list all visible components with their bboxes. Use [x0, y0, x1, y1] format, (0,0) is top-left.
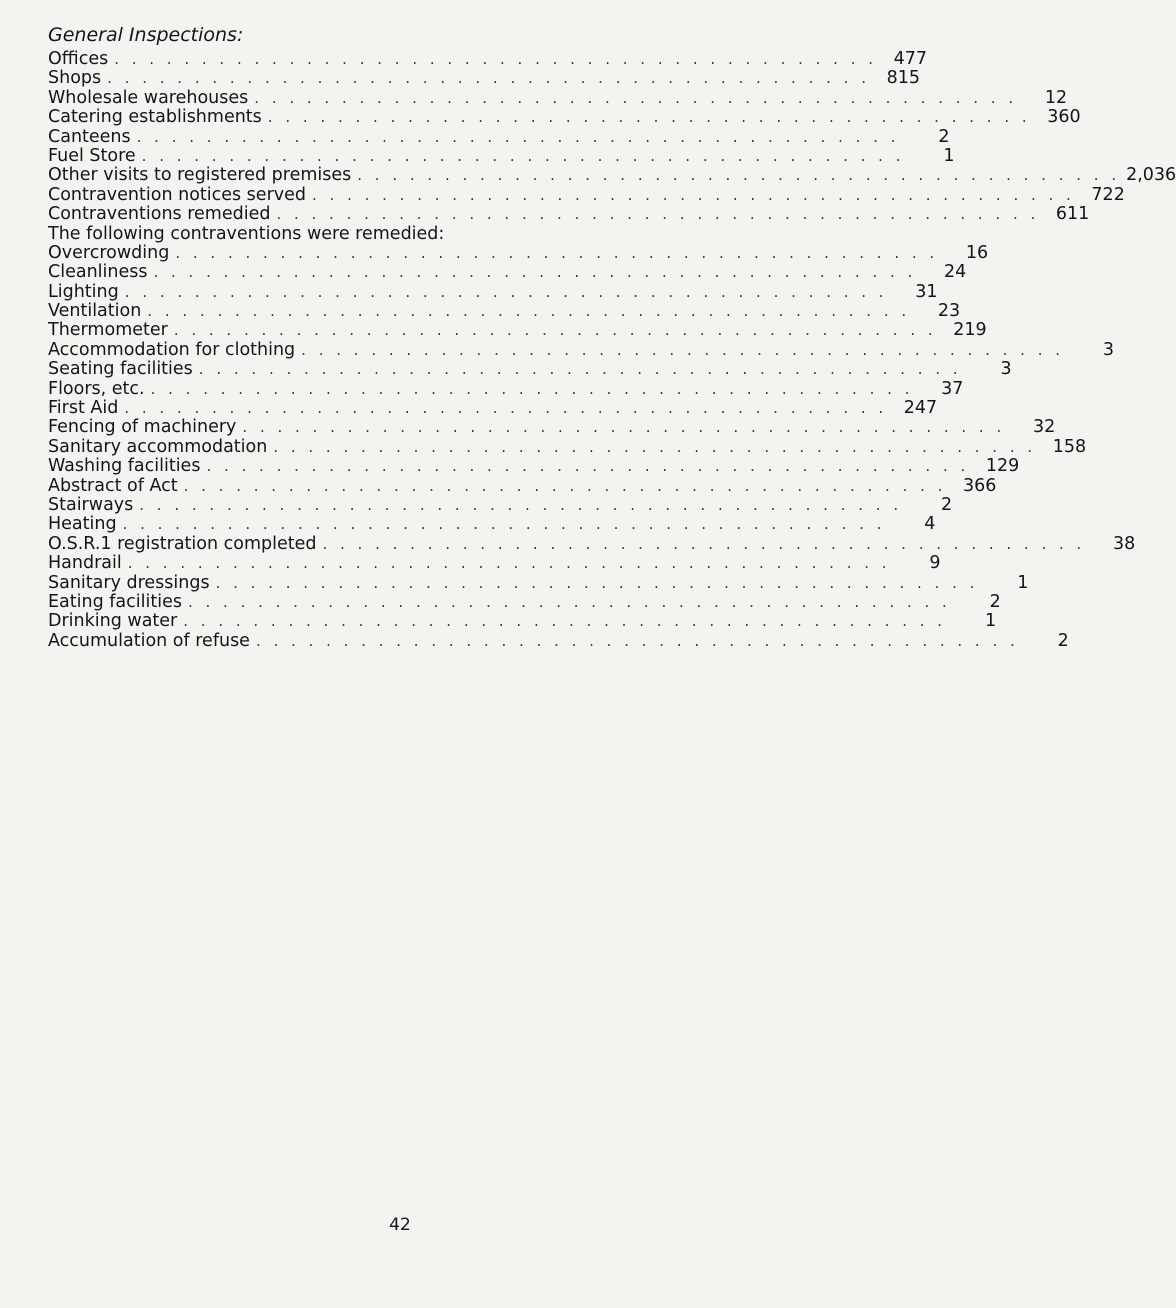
dot-leader: . . . . . . . . . . . . . . . . . . . . . . . . . . . . . . . . . . . . . . . . . . . .	[273, 437, 1037, 456]
list-item	[48, 339, 1114, 360]
item-label: Abstract of Act	[48, 475, 178, 496]
item-label: O.S.R.1 registration completed	[48, 533, 317, 554]
list-item	[48, 494, 953, 515]
item-value: 24	[944, 262, 967, 283]
item-value: 2	[940, 494, 953, 515]
list-item	[48, 611, 997, 632]
dot-leader: . . . . . . . . . . . . . . . . . . . . . . . . . . . . . . . . . . . . . . . . . . . .	[357, 166, 1121, 185]
dot-leader: . . . . . . . . . . . . . . . . . . . . . . . . . . . . . . . . . . . . . . . . . . . .	[276, 205, 1040, 224]
dot-leader: . . . . . . . . . . . . . . . . . . . . . . . . . . . . . . . . . . . . . . . . . . . .	[124, 282, 888, 301]
list-item	[48, 68, 920, 89]
item-value: 12	[1044, 87, 1068, 108]
list-item	[48, 572, 1029, 593]
subheading-row	[48, 225, 753, 244]
item-value: 611	[1055, 204, 1090, 225]
dot-leader: . . . . . . . . . . . . . . . . . . . . . . . . . . . . . . . . . . . . . . . . . . . .	[141, 146, 905, 165]
item-label: Lighting	[48, 281, 119, 302]
list-item	[48, 184, 1125, 205]
item-value: 1	[984, 611, 997, 632]
item-value: 9	[929, 553, 941, 574]
item-value: 247	[903, 398, 938, 419]
item-value: 3	[1102, 339, 1114, 360]
dot-leader: . . . . . . . . . . . . . . . . . . . . . . . . . . . . . . . . . . . . . . . . . . . .	[215, 573, 979, 592]
item-label: Contravention notices served	[48, 184, 306, 205]
item-value: 1	[943, 145, 955, 166]
list-item	[48, 87, 1068, 108]
item-label: Cleanliness	[48, 262, 148, 283]
item-label: Overcrowding	[48, 242, 170, 263]
dot-leader: . . . . . . . . . . . . . . . . . . . . . . . . . . . . . . . . . . . . . . . . . . . .	[198, 360, 962, 379]
item-value: 129	[985, 456, 1020, 477]
item-value: 2	[1057, 630, 1069, 651]
item-value: 3	[1000, 359, 1012, 380]
list-item	[48, 533, 1136, 554]
dot-leader: . . . . . . . . . . . . . . . . . . . . . . . . . . . . . . . . . . . . . . . . . . . .	[183, 612, 947, 631]
dot-leader: . . . . . . . . . . . . . . . . . . . . . . . . . . . . . . . . . . . . . . . . . . . .	[242, 418, 1006, 437]
item-value: 23	[937, 301, 961, 322]
item-label: Catering establishments	[48, 107, 262, 128]
dot-leader: . . . . . . . . . . . . . . . . . . . . . . . . . . . . . . . . . . . . . . . . . . . .	[150, 379, 914, 398]
item-label: Shops	[48, 68, 102, 89]
item-label: Canteens	[48, 126, 131, 147]
item-value: 815	[886, 68, 920, 89]
dot-leader: . . . . . . . . . . . . . . . . . . . . . . . . . . . . . . . . . . . . . . . . . . . .	[267, 108, 1031, 127]
list-item	[48, 456, 1020, 477]
dot-leader: . . . . . . . . . . . . . . . . . . . . . . . . . . . . . . . . . . . . . . . . . . . .	[255, 631, 1019, 650]
item-value: 31	[915, 281, 938, 302]
dot-leader: . . . . . . . . . . . . . . . . . . . . . . . . . . . . . . . . . . . . . . . . . . . .	[301, 340, 1064, 359]
list-item	[48, 281, 938, 302]
list-item	[48, 417, 1056, 438]
item-label: Fencing of machinery	[48, 417, 237, 438]
item-label: Sanitary accommodation	[48, 436, 268, 457]
list-item	[48, 475, 997, 496]
item-value: 219	[953, 320, 987, 341]
dot-leader: . . . . . . . . . . . . . . . . . . . . . . . . . . . . . . . . . . . . . . . . . . . .	[124, 399, 888, 418]
list-item	[48, 301, 961, 322]
item-value: 37	[941, 378, 964, 399]
item-value: 722	[1091, 184, 1125, 205]
item-label: Eating facilities	[48, 591, 182, 612]
item-label: Contraventions remedied	[48, 204, 271, 225]
list-item	[48, 630, 1069, 651]
item-label: Other visits to registered premises	[48, 165, 352, 186]
list-item	[48, 320, 987, 341]
dot-leader: . . . . . . . . . . . . . . . . . . . . . . . . . . . . . . . . . . . . . . . . . . . .	[206, 457, 970, 476]
item-label: Ventilation	[48, 301, 142, 322]
item-label: Heating	[48, 514, 117, 535]
list-item	[48, 591, 1001, 612]
list-item	[48, 553, 941, 574]
inspection-list	[48, 49, 1176, 651]
item-label: Handrail	[48, 553, 122, 574]
dot-leader: . . . . . . . . . . . . . . . . . . . . . . . . . . . . . . . . . . . . . . . . . . . .	[322, 534, 1086, 553]
dot-leader: . . . . . . . . . . . . . . . . . . . . . . . . . . . . . . . . . . . . . . . . . . . .	[139, 495, 903, 514]
dot-leader: . . . . . . . . . . . . . . . . . . . . . . . . . . . . . . . . . . . . . . . . . . . .	[147, 302, 911, 321]
item-value: 16	[965, 242, 989, 263]
subheading: The following contraventions were remedied:	[48, 223, 445, 244]
list-item	[48, 126, 950, 147]
item-label: Offices	[48, 49, 109, 69]
dot-leader: . . . . . . . . . . . . . . . . . . . . . . . . . . . . . . . . . . . . . . . . . . . .	[254, 88, 1018, 107]
dot-leader: . . . . . . . . . . . . . . . . . . . . . . . . . . . . . . . . . . . . . . . . . . . .	[187, 592, 951, 611]
item-label: Seating facilities	[48, 359, 193, 380]
dot-leader: . . . . . . . . . . . . . . . . . . . . . . . . . . . . . . . . . . . . . . . . . . . .	[107, 69, 870, 88]
item-label: Fuel Store	[48, 145, 136, 166]
item-label: Accumulation of refuse	[48, 630, 250, 651]
list-item	[48, 436, 1087, 457]
page-number: 42	[389, 1215, 411, 1235]
list-item	[48, 242, 989, 263]
item-label: Sanitary dressings	[48, 572, 210, 593]
item-label: Floors, etc.	[48, 378, 145, 399]
item-label: Thermometer	[48, 320, 168, 341]
item-label: First Aid	[48, 398, 119, 419]
item-value: 4	[924, 514, 936, 535]
list-item	[48, 49, 928, 69]
dot-leader: . . . . . . . . . . . . . . . . . . . . . . . . . . . . . . . . . . . . . . . . . . . .	[122, 515, 886, 534]
list-item	[48, 359, 1012, 380]
dot-leader: . . . . . . . . . . . . . . . . . . . . . . . . . . . . . . . . . . . . . . . . . . . .	[312, 185, 1075, 204]
section-heading: General Inspections:	[48, 24, 244, 46]
dot-leader: . . . . . . . . . . . . . . . . . . . . . . . . . . . . . . . . . . . . . . . . . . . .	[173, 321, 937, 340]
dot-leader: . . . . . . . . . . . . . . . . . . . . . . . . . . . . . . . . . . . . . . . . . . . .	[183, 476, 947, 495]
item-label: Drinking water	[48, 611, 178, 632]
item-value: 2	[938, 126, 950, 147]
list-item	[48, 514, 936, 535]
list-item	[48, 378, 964, 399]
dot-leader: . . . . . . . . . . . . . . . . . . . . . . . . . . . . . . . . . . . . . . . . . . . .	[114, 50, 878, 68]
list-item	[48, 204, 1090, 225]
item-value: 366	[963, 475, 997, 496]
list-item	[48, 398, 938, 419]
dot-leader: . . . . . . . . . . . . . . . . . . . . . . . . . . . . . . . . . . . . . . . . . . . .	[136, 127, 900, 146]
item-value: 38	[1113, 533, 1136, 554]
dot-leader: . . . . . . . . . . . . . . . . . . . . . . . . . . . . . . . . . . . . . . . . . . . .	[175, 243, 939, 262]
item-label: Wholesale warehouses	[48, 87, 249, 108]
item-label: Washing facilities	[48, 456, 201, 477]
item-value: 32	[1032, 417, 1056, 438]
list-item	[48, 145, 955, 166]
dot-leader: . . . . . . . . . . . . . . . . . . . . . . . . . . . . . . . . . . . . . . . . . . . .	[127, 554, 891, 573]
dot-leader: . . . . . . . . . . . . . . . . . . . . . . . . . . . . . . . . . . . . . . . . . . . .	[153, 263, 917, 282]
item-label: Accommodation for clothing	[48, 339, 296, 360]
item-value: 158	[1052, 436, 1087, 457]
list-item	[48, 262, 967, 283]
item-value: 2,036	[1126, 165, 1176, 186]
item-value: 360	[1047, 107, 1081, 128]
item-value: 477	[893, 49, 928, 69]
item-value: 1	[1017, 572, 1029, 593]
list-item	[48, 165, 1176, 186]
list-item	[48, 107, 1081, 128]
item-value: 2	[989, 591, 1001, 612]
item-label: Stairways	[48, 494, 134, 515]
